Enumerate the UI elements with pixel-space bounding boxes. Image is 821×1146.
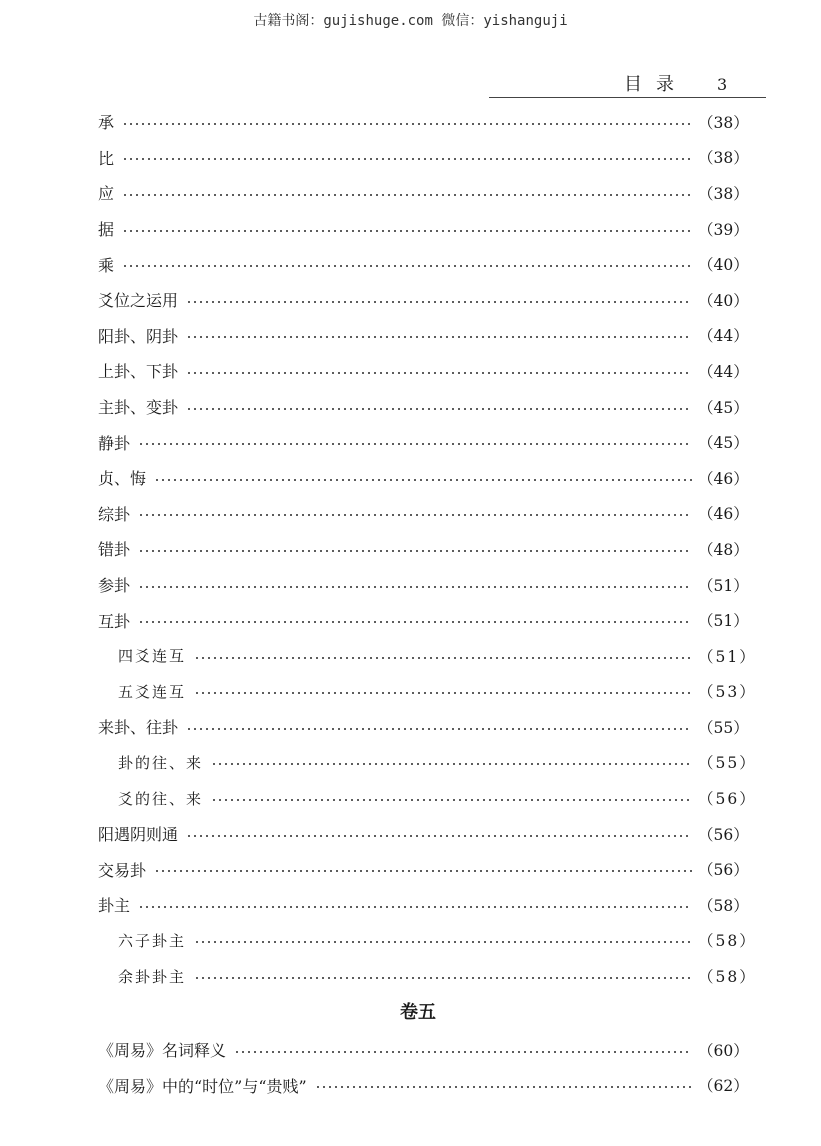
- running-head-title: 目录: [624, 74, 688, 95]
- dot-leader: [122, 194, 692, 196]
- toc-entry-title: 互卦: [98, 611, 131, 631]
- toc-entry-page: （38）: [698, 184, 749, 203]
- toc-entry[interactable]: [98, 175, 749, 211]
- toc-entry-page: （48）: [698, 540, 749, 559]
- dot-leader: [194, 977, 692, 979]
- toc-entry-page: （60）: [698, 1041, 749, 1060]
- toc-entry-title: 余卦卦主: [118, 967, 187, 986]
- toc-entry[interactable]: [98, 389, 749, 425]
- toc-entry-page: （55）: [698, 718, 749, 737]
- toc-entry[interactable]: [98, 531, 749, 567]
- dot-leader: [194, 657, 692, 659]
- dot-leader: [194, 692, 692, 694]
- toc-entry[interactable]: [98, 353, 749, 389]
- toc-entry-page: （40）: [698, 256, 749, 275]
- toc-entry-title: 承: [98, 113, 115, 133]
- toc-entry-title: 爻位之运用: [98, 291, 179, 311]
- toc-entry-title: 参卦: [98, 576, 131, 596]
- toc-entry-page: （38）: [698, 113, 749, 132]
- toc-entry-title: 据: [98, 220, 115, 240]
- toc-entry[interactable]: [98, 674, 757, 710]
- dot-leader: [186, 372, 692, 374]
- toc-entry-title: 贞、悔: [98, 469, 147, 489]
- toc-entry-title: 爻的往、来: [118, 789, 204, 808]
- toc-entry[interactable]: [98, 211, 749, 247]
- dot-leader: [186, 835, 692, 837]
- toc-group: [98, 104, 757, 994]
- toc-entry[interactable]: [98, 780, 757, 816]
- toc-entry-page: （55）: [698, 754, 757, 773]
- toc-entry-page: （51）: [698, 612, 749, 631]
- toc-entry[interactable]: [98, 496, 749, 532]
- toc-entry-page: （46）: [698, 505, 749, 524]
- toc-entry[interactable]: [98, 1032, 749, 1068]
- toc-entry[interactable]: [98, 246, 749, 282]
- dot-leader: [315, 1086, 692, 1088]
- toc-entry-page: （56）: [698, 825, 749, 844]
- toc-entry-page: （56）: [698, 790, 757, 809]
- toc-entry[interactable]: [98, 424, 749, 460]
- dot-leader: [186, 301, 692, 303]
- toc-entry[interactable]: [98, 567, 749, 603]
- toc-entry[interactable]: [98, 958, 757, 994]
- toc-entry-page: （53）: [698, 683, 757, 702]
- dot-leader: [122, 123, 692, 125]
- toc-entry[interactable]: [98, 140, 749, 176]
- toc-entry-page: （58）: [698, 968, 757, 987]
- running-head: [489, 70, 766, 98]
- toc-entry-title: 上卦、下卦: [98, 362, 179, 382]
- toc-entry[interactable]: [98, 745, 757, 781]
- watermark-text: 古籍书阁：gujishuge.com 微信：yishanguji: [253, 13, 568, 29]
- toc-entry-title: 阳遇阴则通: [98, 825, 179, 845]
- dot-leader: [186, 728, 692, 730]
- toc-entry-page: （38）: [698, 149, 749, 168]
- toc-entry-title: 五爻连互: [118, 682, 187, 701]
- dot-leader: [138, 586, 692, 588]
- toc-entry-page: （51）: [698, 647, 757, 666]
- dot-leader: [234, 1051, 692, 1053]
- toc-entry-title: 综卦: [98, 504, 131, 524]
- toc-entry-title: 六子卦主: [118, 931, 187, 950]
- toc-entry[interactable]: [98, 460, 749, 496]
- toc-entry-title: 卦主: [98, 896, 131, 916]
- toc-entry[interactable]: [98, 638, 757, 674]
- dot-leader: [186, 408, 692, 410]
- dot-leader: [138, 906, 692, 908]
- toc-entry[interactable]: [98, 1067, 749, 1103]
- toc-entry[interactable]: [98, 104, 749, 140]
- toc-entry[interactable]: [98, 282, 749, 318]
- toc-entry-page: （44）: [698, 327, 749, 346]
- toc-entry-title: 比: [98, 148, 115, 168]
- dot-leader: [122, 158, 692, 160]
- toc-entry[interactable]: [98, 816, 749, 852]
- toc-entry-title: 四爻连互: [118, 647, 187, 666]
- dot-leader: [138, 621, 692, 623]
- toc-entry-page: （58）: [698, 932, 757, 951]
- dot-leader: [138, 443, 692, 445]
- toc-entry-title: 错卦: [98, 540, 131, 560]
- table-of-contents: [98, 104, 757, 1103]
- dot-leader: [186, 336, 692, 338]
- toc-entry-page: （56）: [698, 861, 749, 880]
- toc-entry[interactable]: [98, 602, 749, 638]
- toc-entry-page: （39）: [698, 220, 749, 239]
- toc-entry-title: 主卦、变卦: [98, 398, 179, 418]
- toc-entry-page: （62）: [698, 1077, 749, 1096]
- dot-leader: [211, 799, 692, 801]
- dot-leader: [138, 514, 692, 516]
- toc-entry-title: 卦的往、来: [118, 753, 204, 772]
- section-heading: 卷五: [400, 1001, 436, 1023]
- dot-leader: [154, 479, 692, 481]
- toc-entry-page: （44）: [698, 362, 749, 381]
- dot-leader: [194, 941, 692, 943]
- dot-leader: [122, 265, 692, 267]
- toc-entry-page: （45）: [698, 398, 749, 417]
- toc-group: [98, 1032, 749, 1103]
- toc-entry-title: 《周易》名词释义: [98, 1041, 227, 1061]
- toc-entry[interactable]: [98, 887, 749, 923]
- toc-entry-page: （45）: [698, 434, 749, 453]
- toc-entry-title: 阳卦、阴卦: [98, 326, 179, 346]
- dot-leader: [154, 870, 692, 872]
- toc-entry-title: 《周易》中的“时位”与“贵贱”: [98, 1076, 307, 1096]
- dot-leader: [122, 230, 692, 232]
- toc-entry-page: （46）: [698, 469, 749, 488]
- toc-entry-title: 来卦、往卦: [98, 718, 179, 738]
- toc-entry[interactable]: [98, 318, 749, 354]
- toc-entry-title: 乘: [98, 255, 115, 275]
- toc-entry-page: （40）: [698, 291, 749, 310]
- dot-leader: [211, 763, 692, 765]
- toc-entry-page: （58）: [698, 896, 749, 915]
- toc-entry-title: 静卦: [98, 433, 131, 453]
- toc-entry[interactable]: [98, 923, 757, 959]
- dot-leader: [138, 550, 692, 552]
- toc-entry-title: 交易卦: [98, 860, 147, 880]
- toc-entry[interactable]: [98, 851, 749, 887]
- toc-entry-page: （51）: [698, 576, 749, 595]
- toc-entry-title: 应: [98, 184, 115, 204]
- toc-entry[interactable]: [98, 709, 749, 745]
- page-number: 3: [717, 75, 728, 94]
